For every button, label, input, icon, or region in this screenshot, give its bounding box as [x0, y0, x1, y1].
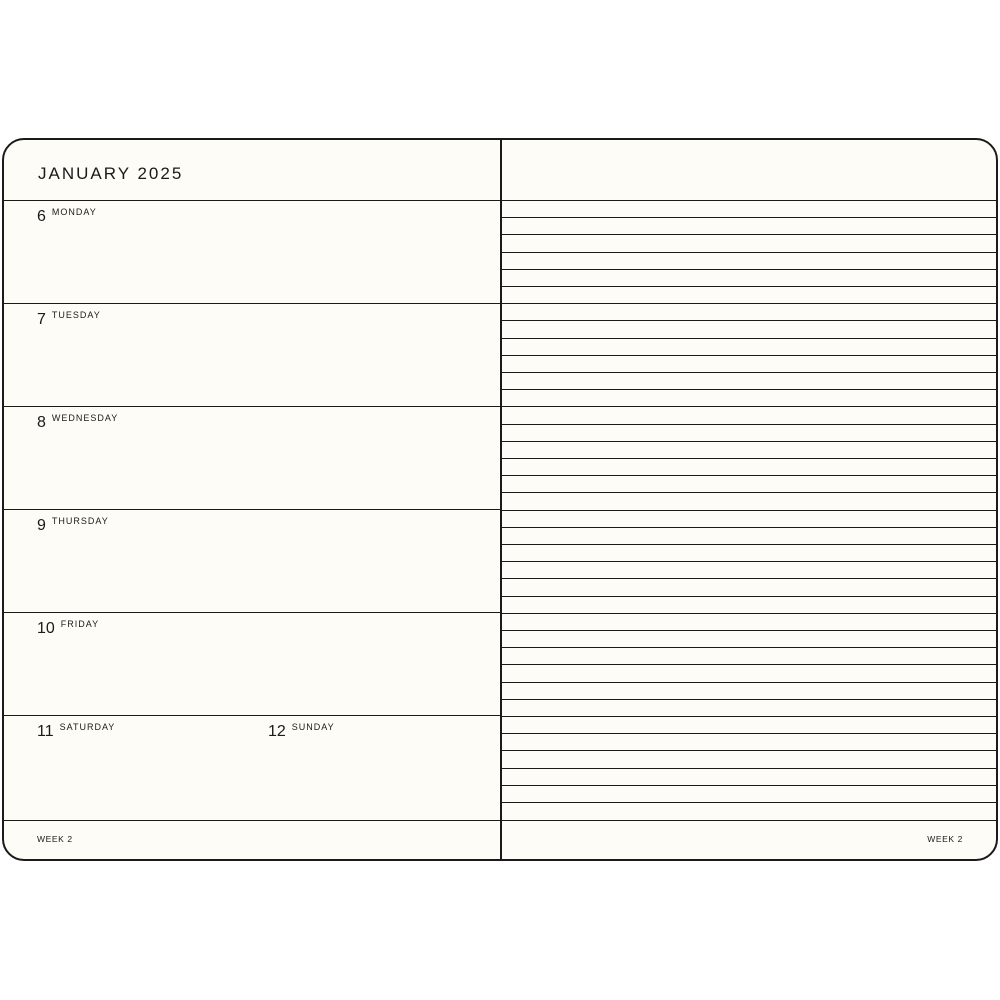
ruled-line: [502, 768, 996, 769]
footer-divider: [4, 820, 500, 821]
ruled-line: [502, 406, 996, 407]
ruled-line: [502, 733, 996, 734]
day-divider: [4, 406, 500, 407]
ruled-line: [502, 647, 996, 648]
day-cell-friday[interactable]: [37, 620, 99, 638]
ruled-line: [502, 561, 996, 562]
header-divider: [4, 200, 500, 201]
ruled-line: [502, 252, 996, 253]
day-cell-saturday[interactable]: [37, 723, 115, 741]
day-number: 10: [37, 620, 55, 637]
ruled-line: [502, 527, 996, 528]
right-page: [502, 140, 996, 859]
day-name: TUESDAY: [51, 310, 101, 320]
ruled-line: [502, 372, 996, 373]
left-page: [4, 140, 500, 859]
day-number: 11: [37, 723, 54, 740]
month-title: JANUARY 2025: [38, 164, 184, 183]
ruled-line: [502, 424, 996, 425]
ruled-line: [502, 355, 996, 356]
day-name: FRIDAY: [60, 619, 100, 629]
ruled-line: [502, 338, 996, 339]
week-label-right: WEEK 2: [927, 834, 963, 844]
day-name: SATURDAY: [59, 722, 116, 732]
ruled-line: [502, 802, 996, 803]
ruled-line: [502, 664, 996, 665]
ruled-line: [502, 200, 996, 201]
ruled-line: [502, 544, 996, 545]
ruled-line: [502, 578, 996, 579]
day-number: 12: [268, 723, 286, 740]
ruled-line: [502, 286, 996, 287]
ruled-line: [502, 234, 996, 235]
day-number: 8: [37, 414, 46, 431]
day-divider: [4, 612, 500, 613]
day-divider: [4, 509, 500, 510]
ruled-line: [502, 682, 996, 683]
ruled-line: [502, 492, 996, 493]
day-divider: [4, 303, 500, 304]
ruled-line: [502, 269, 996, 270]
ruled-line: [502, 716, 996, 717]
ruled-line: [502, 458, 996, 459]
day-cell-wednesday[interactable]: [37, 414, 118, 432]
ruled-line: [502, 785, 996, 786]
footer-divider: [502, 820, 996, 821]
day-name: WEDNESDAY: [51, 413, 119, 423]
day-name: SUNDAY: [291, 722, 335, 732]
ruled-line: [502, 596, 996, 597]
day-cell-thursday[interactable]: [37, 517, 109, 535]
ruled-line: [502, 613, 996, 614]
ruled-line: [502, 320, 996, 321]
week-label-left: WEEK 2: [37, 834, 73, 844]
day-cell-tuesday[interactable]: [37, 311, 101, 329]
ruled-line: [502, 389, 996, 390]
day-cell-monday[interactable]: [37, 208, 97, 226]
ruled-line: [502, 475, 996, 476]
ruled-line: [502, 750, 996, 751]
day-divider: [4, 715, 500, 716]
weekly-planner-spread: [2, 138, 998, 861]
ruled-line: [502, 303, 996, 304]
day-cell-sunday[interactable]: [268, 723, 335, 741]
ruled-line: [502, 699, 996, 700]
day-name: THURSDAY: [51, 516, 109, 526]
day-number: 9: [37, 517, 46, 534]
ruled-line: [502, 441, 996, 442]
ruled-line: [502, 510, 996, 511]
day-number: 6: [37, 208, 46, 225]
day-number: 7: [37, 311, 46, 328]
notes-ruled-area[interactable]: [502, 140, 996, 859]
ruled-line: [502, 217, 996, 218]
day-name: MONDAY: [51, 207, 97, 217]
ruled-line: [502, 630, 996, 631]
